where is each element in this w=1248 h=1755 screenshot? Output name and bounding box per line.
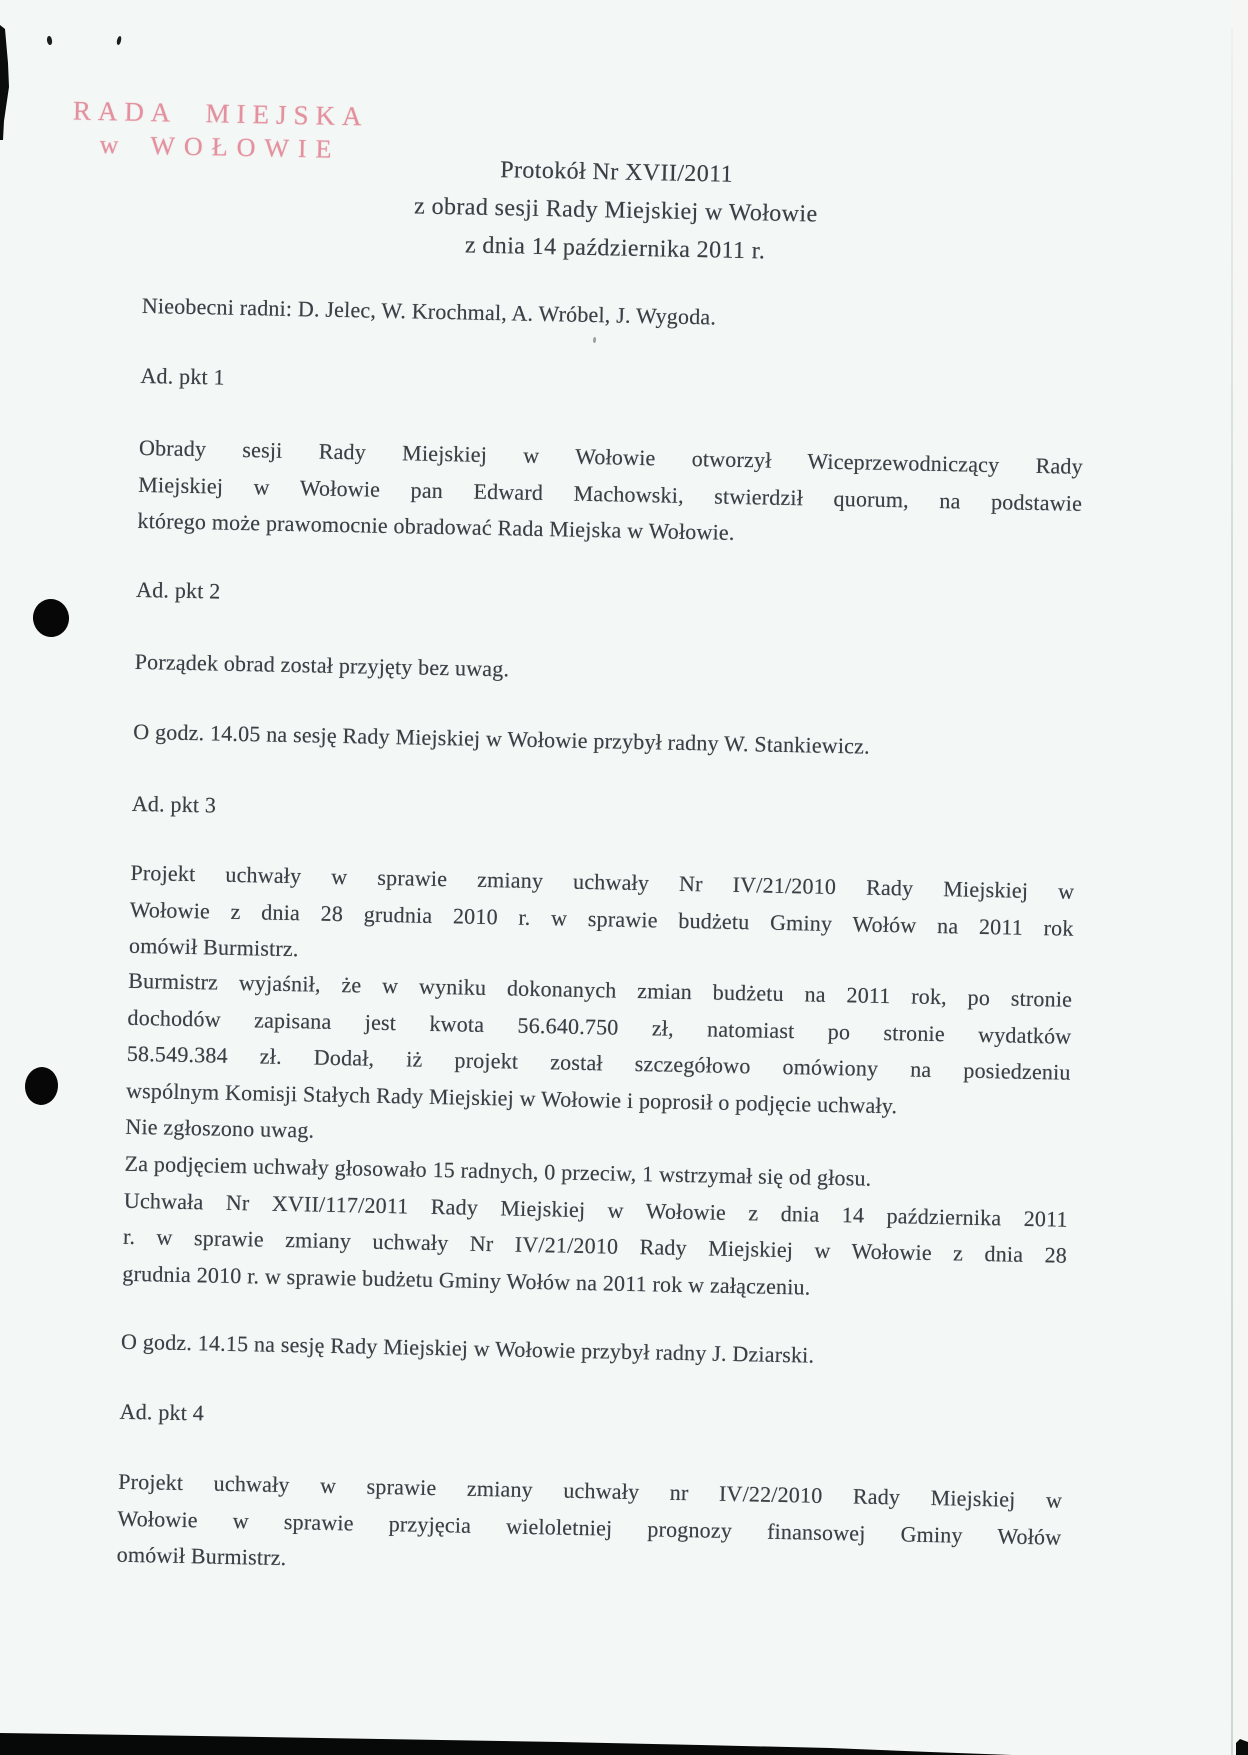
section-heading-ad-pkt-2 xyxy=(136,572,1081,627)
absent-councillors-line xyxy=(141,288,1086,343)
scan-edge-artifact-top-left xyxy=(0,25,9,140)
paragraph-line: omówił Burmistrz. xyxy=(116,1541,287,1571)
document-title xyxy=(143,144,1089,277)
paragraph-line: dochodów zapisana jest kwota 56.640.750 zł, natomiast po stronie wydatków xyxy=(127,1004,1072,1049)
section-heading-text: Ad. pkt 2 xyxy=(135,576,221,604)
paragraph-line: Burmistrz wyjaśnił, że w wyniku dokonanych zmian budżetu na 2011 rok, po stronie xyxy=(128,967,1073,1012)
paragraph-line: Projekt uchwały w sprawie zmiany uchwały nr IV/22/2010 Rady Miejskiej w xyxy=(118,1468,1063,1513)
section-heading-text: Ad. pkt 4 xyxy=(119,1398,205,1426)
section-heading-text: Ad. pkt 3 xyxy=(131,790,217,818)
section-heading-ad-pkt-4 xyxy=(119,1394,1064,1449)
paper-edge-strip xyxy=(1234,0,1248,1755)
paragraph-line: O godz. 14.05 na sesję Rady Miejskiej w Wołowie przybył radny W. Stankiewicz. xyxy=(133,718,871,759)
paragraph-vote-result xyxy=(122,1146,1069,1311)
title-protocol-number: Protokół Nr XVII/2011 xyxy=(499,157,734,188)
paragraph-line: Uchwała Nr XVII/117/2011 Rady Miejskiej w Wołowie z dnia 14 października 2011 xyxy=(123,1187,1068,1232)
paragraph-line: którego może prawomocnie obradować Rada Miejska w Wołowie. xyxy=(137,507,735,545)
paragraph-line: O godz. 14.15 na sesję Rady Miejskiej w Wołowie przybył radny J. Dziarski. xyxy=(120,1328,815,1368)
paragraph-mayor-explanation xyxy=(125,963,1072,1164)
paragraph-line: grudnia 2010 r. w sprawie budżetu Gminy Wołów na 2011 rok w załączeniu. xyxy=(122,1260,811,1300)
paper-fold-line xyxy=(1231,28,1233,1755)
paragraph-line: Nieobecni radni: D. Jelec, W. Krochmal, A. Wróbel, J. Wygoda. xyxy=(141,292,717,330)
paragraph-line: Miejskiej w Wołowie pan Edward Machowski, stwierdził quorum, na podstawie xyxy=(138,471,1083,516)
scan-edge-artifact-bottom xyxy=(0,1725,1248,1755)
paragraph-arrival-1405 xyxy=(133,714,1078,769)
section-heading-ad-pkt-3 xyxy=(131,786,1076,841)
paragraph-line: 58.549.384 zł. Dodał, iż projekt został szczegółowo omówiony na posiedzeniu xyxy=(126,1040,1071,1085)
paragraph-line: Za podjęciem uchwały głosowało 15 radnych, 0 przeciw, 1 wstrzymał się od głosu. xyxy=(124,1150,872,1191)
paragraph-line: Obrady sesji Rady Miejskiej w Wołowie otworzył Wiceprzewodniczący Rady xyxy=(138,434,1084,479)
ink-speck xyxy=(116,36,122,46)
section-heading-ad-pkt-1 xyxy=(140,358,1085,413)
stamp-line-1: RADA MIEJSKA xyxy=(72,95,369,132)
paragraph-session-opening xyxy=(137,430,1083,558)
paragraph-line: r. w sprawie zmiany uchwały Nr IV/21/2010 Rady Miejskiej w Wołowie z dnia 28 xyxy=(122,1223,1068,1268)
title-date-line: z dnia 14 października 2011 r. xyxy=(464,232,766,265)
section-heading-text: Ad. pkt 1 xyxy=(140,362,226,390)
paragraph-agenda-accepted xyxy=(134,644,1079,699)
document-content xyxy=(72,0,1091,1739)
stamp-line-2: w WOŁOWIE xyxy=(99,130,341,164)
paragraph-line: Wołowie z dnia 28 grudnia 2010 r. w sprawie budżetu Gminy Wołów na 2011 rok xyxy=(129,896,1074,941)
paragraph-line: wspólnym Komisji Stałych Rady Miejskiej w Wołowie i poprosił o podjęcie uchwały. xyxy=(125,1077,898,1118)
paragraph-line: omówił Burmistrz. xyxy=(128,932,299,962)
paragraph-resolution-draft-iv-22 xyxy=(116,1464,1062,1592)
paragraph-line: Porządek obrad został przyjęty bez uwag. xyxy=(134,648,510,682)
paragraph-arrival-1415 xyxy=(121,1324,1066,1379)
paragraph-line: Wołowie w sprawie przyjęcia wieloletniej prognozy finansowej Gminy Wołów xyxy=(117,1505,1062,1550)
punch-hole-bottom xyxy=(23,1065,60,1106)
paragraph-line: Projekt uchwały w sprawie zmiany uchwały Nr IV/21/2010 Rady Miejskiej w xyxy=(130,859,1075,904)
paragraph-resolution-draft-iv-21 xyxy=(129,855,1075,983)
punch-hole-top xyxy=(31,597,72,640)
title-session-line: z obrad sesji Rady Miejskiej w Wołowie xyxy=(413,193,818,228)
ink-speck xyxy=(46,36,53,46)
paragraph-line: Nie zgłoszono uwag. xyxy=(125,1113,315,1143)
